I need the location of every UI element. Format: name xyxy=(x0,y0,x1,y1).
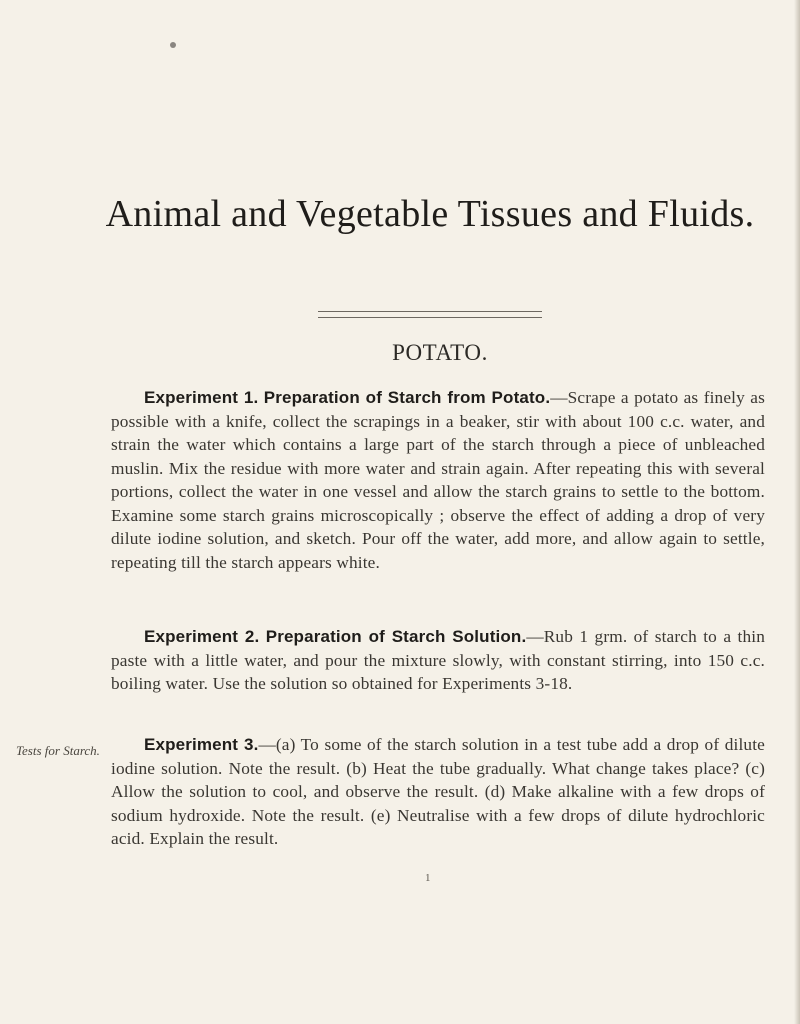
experiment-2 xyxy=(111,625,765,696)
experiment-text: —(a) To some of the starch solution in a test tube add a drop of dilute iodine solution. Note the result. (b) Heat the tube gradually. What change takes place? (c) Allow the solution to cool, and observe the result. (d) Make alkaline with a few drops of sodium hydroxide. Note the result. (e) Neutralise with a few drops of dilute hydrochloric acid. Explain the result. xyxy=(111,735,765,848)
experiment-text: —Rub 1 grm. of starch to a thin paste with a little water, and pour the mixture slowly, with constant stirring, into 150 c.c. boiling water. Use the solution so obtained for Experiments 3-18. xyxy=(111,627,765,693)
page-title: Animal and Vegetable Tissues and Fluids. xyxy=(105,193,755,235)
title-divider xyxy=(318,311,542,318)
experiment-title: Preparation of Starch from Potato. xyxy=(263,388,551,407)
page-number: 1 xyxy=(425,872,431,884)
experiment-label: Experiment 1. xyxy=(144,388,259,407)
margin-note: Tests for Starch. xyxy=(16,743,100,758)
experiment-1 xyxy=(111,386,765,574)
experiment-3 xyxy=(111,733,765,851)
paper-speck xyxy=(170,42,176,48)
experiment-label: Experiment 3. xyxy=(144,735,259,754)
section-heading: POTATO. xyxy=(392,340,488,365)
experiment-text: —Scrape a potato as finely as possible with a knife, collect the scrapings in a beaker, stir with about 100 c.c. water, and strain the water which contains a large part of the starch through a piece of unbleached muslin. Mix the residue with more water and strain again. After repeating this with several portions, collect the water in one vessel and allow the starch grains to settle to the bottom. Examine some starch grains microscopically ; observe the effect of adding a drop of very dilute iodine solution, and sketch. Pour off the water, add more, and allow again to settle, repeating till the starch appears white. xyxy=(111,388,765,572)
page-edge-shadow xyxy=(794,0,800,1024)
experiment-label: Experiment 2. xyxy=(144,627,260,646)
experiment-title: Preparation of Starch Solution. xyxy=(265,627,527,646)
